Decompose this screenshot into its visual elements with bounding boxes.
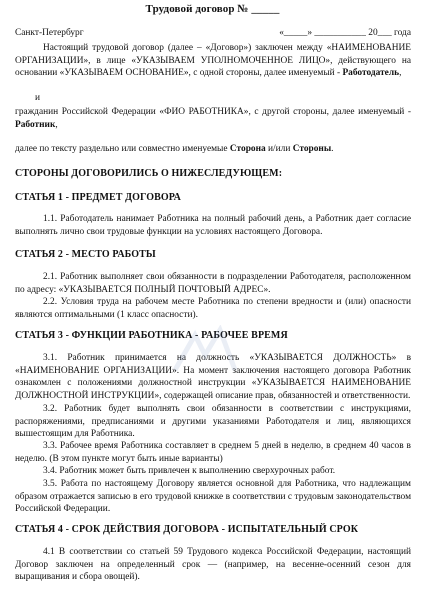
intro-paragraph-1 bbox=[15, 42, 411, 80]
clause-4-1: 4.1 В соответствии со статьей 59 Трудового кодекса Российской Федерации, настоящий Договор заключен на определенный срок — (например, на весенне-осенний сезон для выращивания и сбора овощей). bbox=[15, 547, 411, 582]
employee-term: Работник bbox=[15, 119, 56, 130]
clause-2-2: 2.2. Условия труда на рабочем месте Работника по степени вредности и (или) опасности являются оптимальными (1 класс опасности). bbox=[15, 297, 411, 320]
section-3-heading: СТАТЬЯ 3 - ФУНКЦИИ РАБОТНИКА - РАБОЧЕЕ ВРЕМЯ bbox=[15, 330, 288, 341]
section-4-heading: СТАТЬЯ 4 - СРОК ДЕЙСТВИЯ ДОГОВОРА - ИСПЫТАТЕЛЬНЫЙ СРОК bbox=[15, 524, 359, 535]
intro-p1-text: Настоящий трудовой договор (далее – «Договор») заключен между «НАИМЕНОВАНИЕ ОРГАНИЗАЦИИ», в лице «УКАЗЫВАЕМ УПОЛНОМОЧЕННОЕ ЛИЦО», действующего на основании «УКАЗЫВАЕМ ОСНОВАНИЕ», с одной стороны, далее именуемый - bbox=[15, 43, 411, 78]
clause-3-5: 3.5. Работа по настоящему Договору является основной для Работника, что надлежащим образом отражается записью в его трудовой книжке в соответствии с трудовым законодательством Российской Федерации. bbox=[15, 479, 411, 514]
clause-3-2: 3.2. Работник будет выполнять свои обязанности в соответствии с инструкциями, распоряжениями, предписаниями и другими указаниями Работодателя и лиц, являющихся вышестоящим для Работника. bbox=[15, 404, 411, 439]
clause-2-1: 2.1. Работник выполняет свои обязанности в подразделении Работодателя, расположенном по адресу: «УКАЗЫВАЕТСЯ ПОЛНЫЙ ПОЧТОВЫЙ АДРЕС». bbox=[15, 272, 411, 295]
clause-3-3: 3.3. Рабочее время Работника составляет в среднем 5 дней в неделю, в среднем 40 часов в неделю. (В этом пункте могут быть иные варианты) bbox=[15, 441, 411, 464]
intro-p3-end: . bbox=[331, 144, 334, 154]
intro-paragraph-3 bbox=[15, 143, 411, 156]
intro-p2-end: , bbox=[55, 119, 58, 130]
clause-1-1: 1.1. Работодатель нанимает Работника на полный рабочий день, а Работник дает согласие выполнять лично свои трудовые функции на условиях настоящего Договора. bbox=[15, 214, 411, 237]
parties-term: Стороны bbox=[292, 144, 332, 154]
intro-p2-text: гражданин Российской Федерации «ФИО РАБОТНИКА», с другой стороны, далее именуемый - bbox=[15, 107, 411, 117]
and-line: и bbox=[35, 93, 41, 103]
date-line: «_____» ___________ 20___ года bbox=[279, 28, 411, 38]
intro-p3-and: и/или bbox=[265, 144, 293, 154]
agreed-heading: СТОРОНЫ ДОГОВОРИЛИСЬ О НИЖЕСЛЕДУЮЩЕМ: bbox=[15, 168, 283, 179]
party-term: Сторона bbox=[229, 144, 266, 154]
employer-term: Работодатель bbox=[342, 68, 400, 78]
intro-p1-end: , bbox=[399, 68, 402, 78]
clause-3-4: 3.4. Работник может быть привлечен к выполнению сверхурочных работ. bbox=[43, 466, 336, 476]
section-1-heading: СТАТЬЯ 1 - ПРЕДМЕТ ДОГОВОРА bbox=[15, 192, 182, 203]
intro-p3-text: далее по тексту раздельно или совместно именуемые bbox=[15, 144, 230, 154]
city: Санкт-Петербург bbox=[15, 28, 84, 38]
clause-3-1: 3.1. Работник принимается на должность «УКАЗЫВАЕТСЯ ДОЛЖНОСТЬ» в «НАИМЕНОВАНИЕ ОРГАНИЗАЦИИ». На момент заключения настоящего договора Работник ознакомлен с положениями должностной инструкции «УКАЗЫВАЕТСЯ НАИМЕНОВАНИЕ ДОЛЖНОСТНОЙ ИНСТРУКЦИИ», содержащей описание прав, обязанностей и ответственности. bbox=[15, 353, 411, 401]
document-title: Трудовой договор № _____ bbox=[145, 3, 280, 15]
intro-paragraph-2 bbox=[15, 106, 411, 131]
section-2-heading: СТАТЬЯ 2 - МЕСТО РАБОТЫ bbox=[15, 249, 156, 260]
